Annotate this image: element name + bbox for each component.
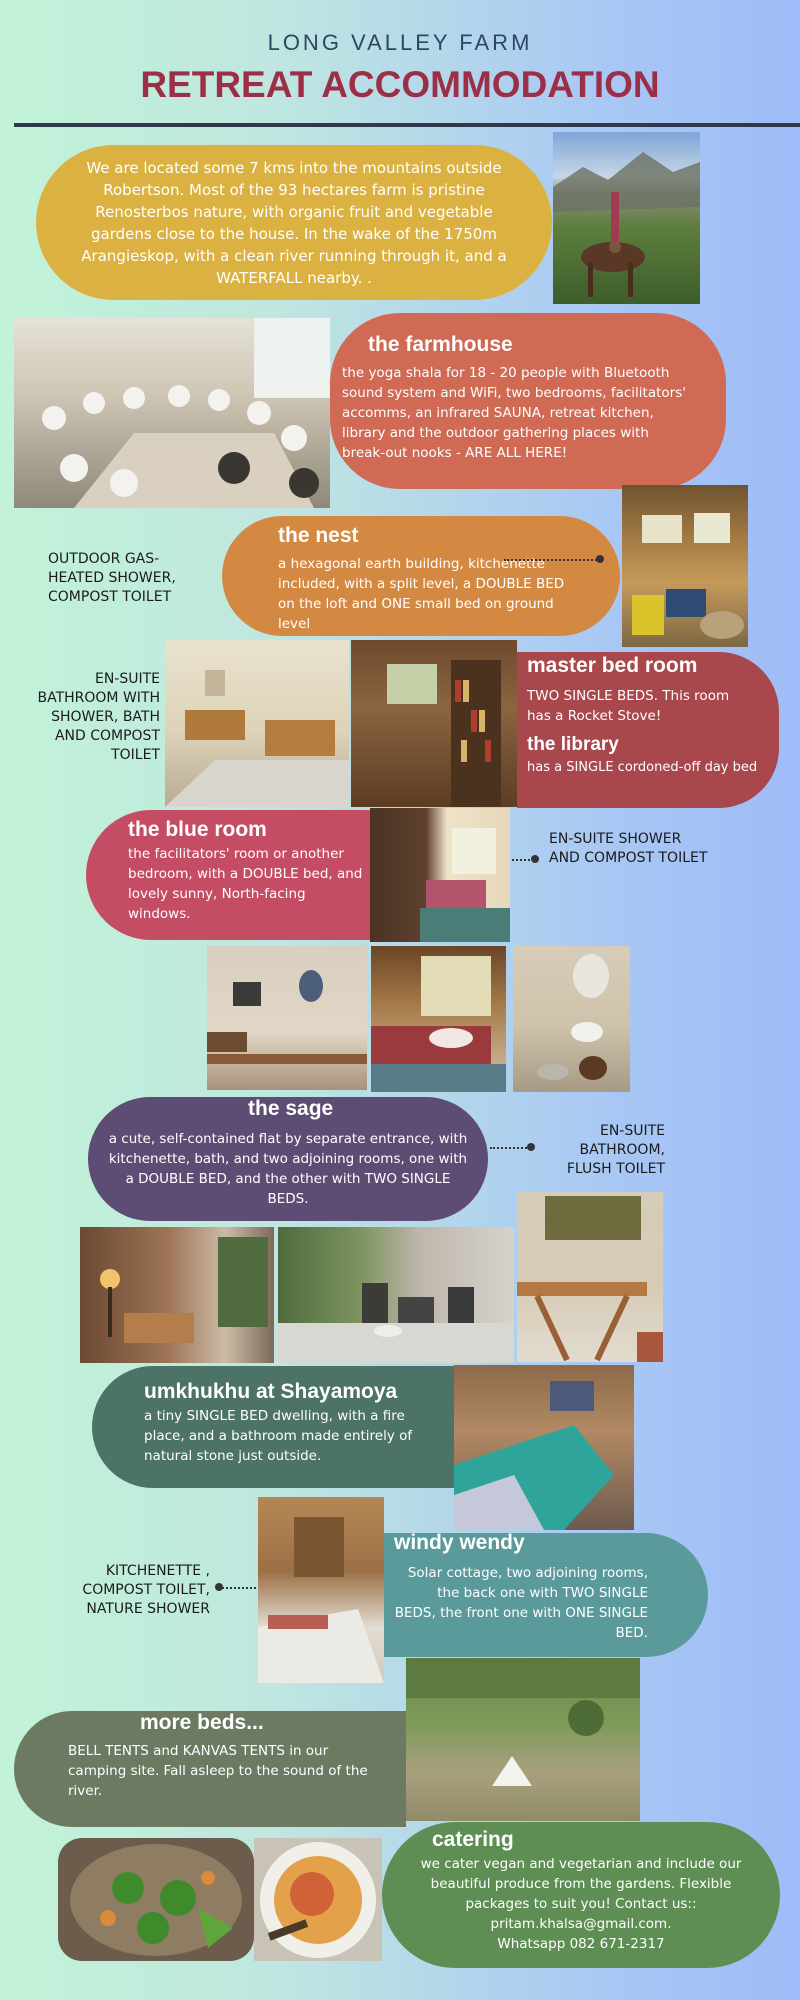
catering-card [382, 1822, 780, 1968]
windy-title: windy wendy [394, 1531, 525, 1554]
header-divider [14, 123, 800, 127]
umkhukhu-bed-photo [454, 1365, 634, 1530]
bell-tent-camp-photo [406, 1658, 640, 1821]
farmhouse-title: the farmhouse [368, 333, 513, 356]
master-text: TWO SINGLE BEDS. This room has a Rocket Stove! [527, 688, 730, 724]
sage-title: the sage [248, 1097, 334, 1120]
nest-text: a hexagonal earth building, kitchenette included, with a split level, a DOUBLE BED on the loft and ONE small bed on ground level [278, 556, 565, 632]
bathroom-basin-photo [513, 946, 630, 1092]
master-bedroom-beds-photo [165, 640, 349, 807]
nest-connector [504, 559, 600, 561]
intro-text: We are located some 7 kms into the mountains outside Robertson. Most of the 93 hectares farm is pristine Renosterbos nature, with organic fruit and vegetable gardens close to the house. In the wake of the 1750m Arangieskop, with a clean river running through it, and a WATERFALL nearby. . [81, 158, 507, 287]
windy-card [384, 1533, 708, 1657]
catering-email[interactable]: pritam.khalsa@gmail.com. [490, 1916, 672, 1932]
library-title: the library [527, 734, 619, 755]
windy-side-note: KITCHENETTE , COMPOST TOILET, NATURE SHOWER [82, 1563, 210, 1617]
farm-name: LONG VALLEY FARM [267, 30, 533, 55]
vegan-salad-photo [58, 1838, 254, 1961]
windy-connector-dot [215, 1583, 223, 1591]
umkhukhu-title: umkhukhu at Shayamoya [144, 1380, 398, 1403]
sage-connector-dot [527, 1143, 535, 1151]
yoga-handstand-on-horse-photo [553, 132, 700, 304]
blue-room-title: the blue room [128, 818, 267, 841]
more-beds-card [14, 1711, 406, 1827]
umkhukhu-text: a tiny SINGLE BED dwelling, with a fire place, and a bathroom made entirely of natural stone just outside. [144, 1408, 413, 1464]
blue-room-connector-dot [531, 855, 539, 863]
blue-room-card [86, 810, 370, 940]
wooden-table-photo [517, 1192, 663, 1362]
more-beds-text: BELL TENTS and KANVAS TENTS in our camping site. Fall asleep to the sound of the river. [68, 1743, 368, 1799]
yoga-circle-photo [14, 318, 330, 508]
desk-and-mirror-photo [207, 946, 367, 1090]
nest-connector-dot [596, 555, 604, 563]
blue-room-bed-photo [370, 808, 510, 942]
kitchenette-photo [278, 1227, 514, 1363]
nest-side-note: OUTDOOR GAS-HEATED SHOWER, COMPOST TOILET [48, 551, 176, 605]
master-title: master bed room [527, 654, 698, 677]
blue-room-side-note: EN-SUITE SHOWER AND COMPOST TOILET [549, 831, 708, 866]
windy-connector [222, 1587, 256, 1589]
library-text: has a SINGLE cordoned-off day bed [527, 760, 758, 775]
farmhouse-text: the yoga shala for 18 - 20 people with Bluetooth sound system and WiFi, two bedrooms, facilitators' accomms, an infrared SAUNA, retreat kitchen, library and the outdoor gathering places with break-out nooks - ARE ALL HERE! [342, 365, 686, 461]
nest-interior-photo [622, 485, 748, 647]
windy-wendy-bed-photo [258, 1497, 384, 1683]
catering-text: we cater vegan and vegetarian and include our beautiful produce from the gardens. Flexible packages to suit you! Contact us:: [420, 1856, 742, 1912]
windy-text: Solar cottage, two adjoining rooms, the back one with TWO SINGLE BEDS, the front one with ONE SINGLE BED. [394, 1565, 648, 1641]
sage-card [88, 1097, 488, 1221]
intro-banner [36, 145, 552, 300]
sage-side-note: EN-SUITE BATHROOM, FLUSH TOILET [566, 1123, 665, 1177]
double-bed-photo [371, 946, 506, 1092]
more-beds-title: more beds... [140, 1711, 264, 1734]
hummus-photo [254, 1838, 382, 1961]
page-title: RETREAT ACCOMMODATION [140, 64, 660, 105]
sage-text: a cute, self-contained flat by separate entrance, with kitchenette, bath, and two adjoining rooms, one with a DOUBLE BED, and the other with TWO SINGLE BEDS. [108, 1131, 468, 1207]
catering-title: catering [432, 1828, 514, 1851]
master-side-note: EN-SUITE BATHROOM WITH SHOWER, BATH AND COMPOST TOILET [37, 671, 160, 763]
catering-phone[interactable]: Whatsapp 082 671-2317 [497, 1936, 665, 1952]
blue-room-text: the facilitators' room or another bedroom, with a DOUBLE bed, and lovely sunny, North-facing windows. [128, 846, 363, 922]
master-card [517, 652, 779, 808]
nest-title: the nest [278, 524, 359, 547]
umkhukhu-card [92, 1366, 454, 1488]
sage-connector [490, 1147, 530, 1149]
library-bookshelves-photo [351, 640, 517, 807]
sage-lounge-photo [80, 1227, 274, 1363]
nest-card [222, 516, 620, 636]
farmhouse-card [330, 313, 726, 489]
